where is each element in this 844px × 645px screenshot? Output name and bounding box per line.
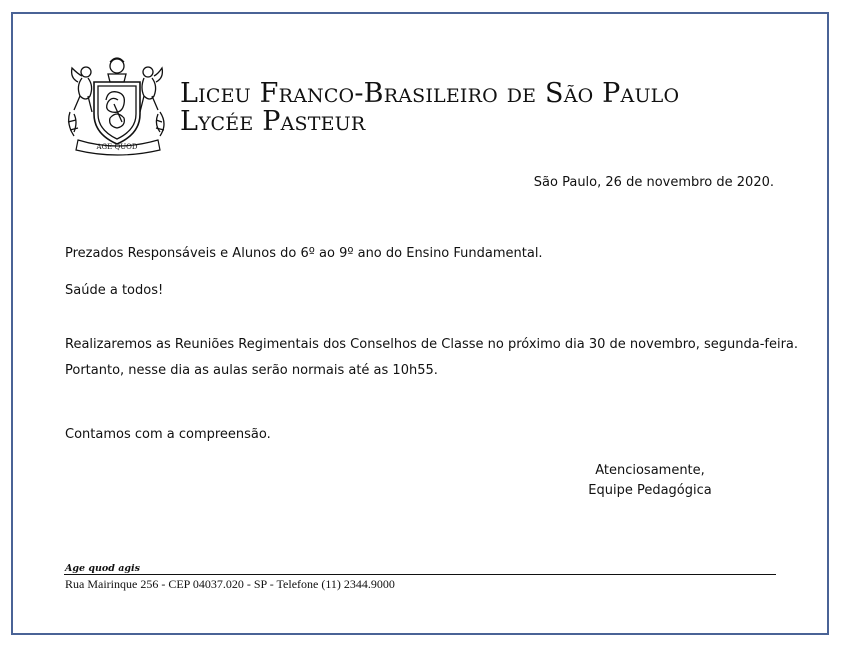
- letter-body-paragraph: Realizaremos as Reuniões Regimentais dos Conselhos de Classe no próximo dia 30 de novembro, segunda-feira.: [65, 337, 799, 352]
- letter-greeting: Prezados Responsáveis e Alunos do 6º ao 9º ano do Ensino Fundamental.: [65, 246, 543, 261]
- signature-name: Equipe Pedagógica: [588, 483, 712, 498]
- footer-motto: Age quod agis: [65, 563, 140, 574]
- footer-address: Rua Mairinque 256 - CEP 04037.020 - SP - Telefone (11) 2344.9000: [65, 577, 395, 591]
- institution-subname: Lycée Pasteur: [180, 106, 366, 137]
- letter-closing: Contamos com a compreensão.: [65, 427, 271, 442]
- letter-salutation: Saúde a todos!: [65, 283, 164, 298]
- signature-block: [570, 461, 730, 501]
- institution-name: Liceu Franco-Brasileiro de São Paulo: [180, 78, 680, 109]
- letter-body-paragraph: Portanto, nesse dia as aulas serão normais até as 10h55.: [65, 363, 438, 378]
- school-crest-logo: [64, 52, 172, 156]
- footer-divider: [64, 574, 776, 575]
- svg-text:AGE QUOD: AGE QUOD: [96, 143, 138, 151]
- letter-date: São Paulo, 26 de novembro de 2020.: [533, 175, 774, 190]
- sign-off: Atenciosamente,: [595, 463, 705, 478]
